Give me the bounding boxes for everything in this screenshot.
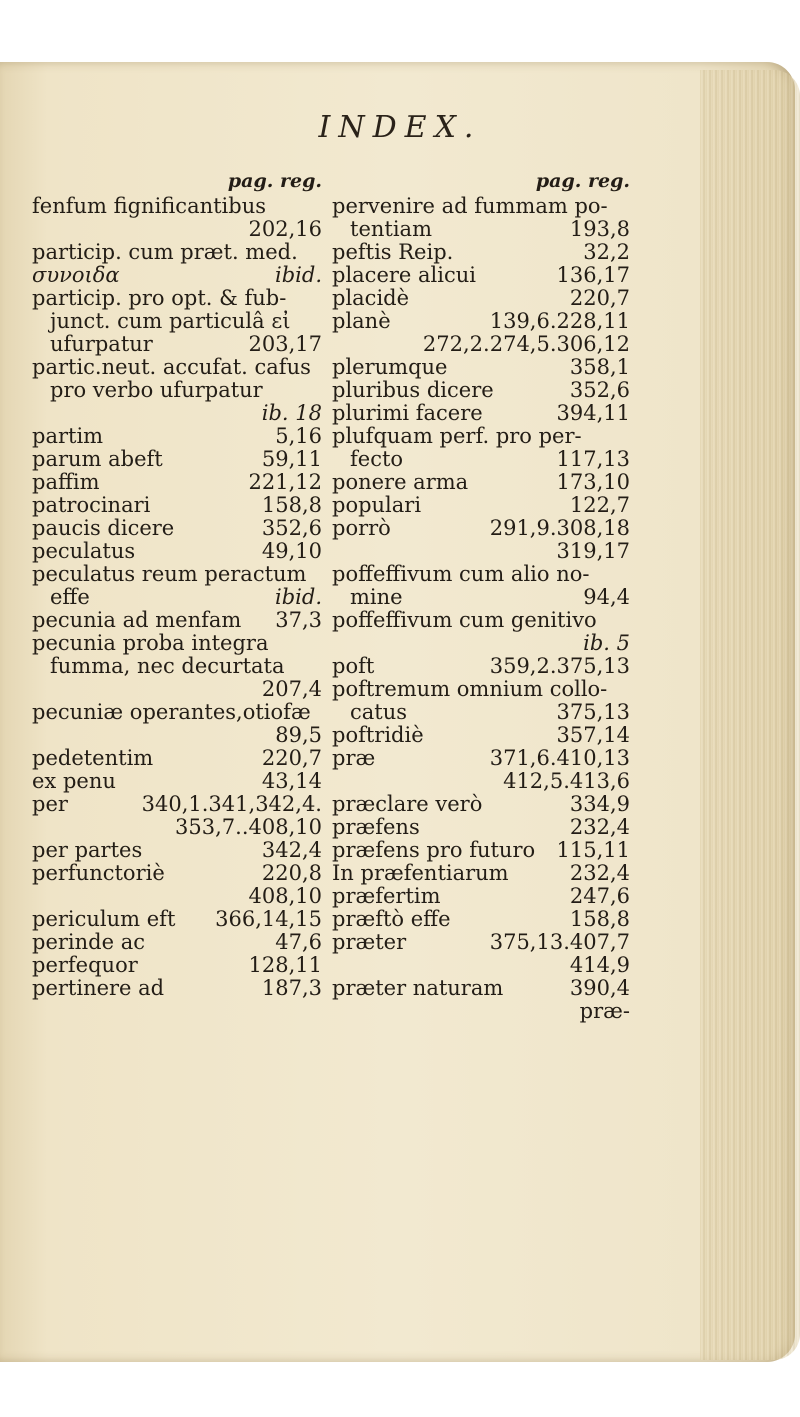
entry-line: [32, 334, 322, 357]
index-entry: [332, 656, 630, 679]
entry-line: [32, 403, 322, 426]
entry-line: [332, 725, 630, 748]
index-entry: [32, 265, 322, 288]
entry-term: præter naturam: [332, 976, 504, 1000]
entry-term: placere alicui: [332, 263, 476, 287]
entry-reference: 352,6: [261, 516, 322, 540]
entry-reference: 353,7..408,10: [175, 815, 322, 839]
index-entry: [332, 196, 630, 242]
column-heading: pag. reg.: [227, 170, 322, 192]
entry-line: [32, 702, 322, 725]
entry-line: [32, 679, 322, 702]
entry-term: catus: [350, 700, 408, 724]
entry-term: poffeffivum cum alio no-: [332, 562, 590, 586]
page-header: INDEX.: [318, 110, 482, 145]
entry-line: [32, 794, 322, 817]
entry-term: perfunctoriè: [32, 861, 165, 885]
entry-reference: 139,6.228,11: [489, 309, 630, 333]
entry-line: [32, 610, 322, 633]
entry-term: fenfum fignificantibus: [32, 194, 267, 218]
index-column-left: [32, 172, 322, 1001]
index-entry: [32, 541, 322, 564]
index-entry: [332, 932, 630, 978]
index-entry: [332, 610, 630, 656]
entry-term: planè: [332, 309, 391, 333]
entry-reference: 220,7: [569, 286, 630, 310]
entry-line: [332, 587, 630, 610]
index-entry: [32, 840, 322, 863]
entry-line: [332, 334, 630, 357]
entry-line: [32, 426, 322, 449]
entry-line: [332, 679, 630, 702]
entry-list: [32, 196, 322, 1001]
entry-line: [332, 771, 630, 794]
entry-reference: 334,9: [569, 792, 630, 816]
entry-line: [332, 610, 630, 633]
entry-line: [32, 288, 322, 311]
entry-line: [32, 656, 322, 679]
entry-reference: 366,14,15: [215, 907, 322, 931]
entry-reference: 187,3: [261, 976, 322, 1000]
entry-line: [332, 748, 630, 771]
entry-term: fumma, nec decurtata: [50, 654, 285, 678]
entry-line: [332, 426, 630, 449]
entry-reference: 220,7: [261, 746, 322, 770]
entry-line: [332, 472, 630, 495]
entry-line: [32, 817, 322, 840]
entry-reference: 357,14: [556, 723, 630, 747]
entry-term: præter: [332, 930, 407, 954]
entry-term: præfertim: [332, 884, 441, 908]
index-column-right: [332, 172, 630, 1024]
entry-term: tentiam: [350, 217, 432, 241]
entry-reference: 5,16: [275, 424, 322, 448]
entry-reference: 203,17: [248, 332, 322, 356]
entry-reference: 115,11: [556, 838, 630, 862]
entry-term: paucis dicere: [32, 516, 175, 540]
entry-line: [32, 495, 322, 518]
entry-line: [332, 242, 630, 265]
index-entry: [32, 633, 322, 702]
entry-reference: 202,16: [248, 217, 322, 241]
entry-line: [332, 265, 630, 288]
entry-line: [32, 541, 322, 564]
entry-term: per: [32, 792, 68, 816]
entry-line: [32, 840, 322, 863]
entry-term: pro verbo ufurpatur: [50, 378, 263, 402]
entry-reference: 272,2.274,5.306,12: [422, 332, 630, 356]
entry-line: [332, 955, 630, 978]
entry-line: [32, 380, 322, 403]
entry-reference: 59,11: [261, 447, 322, 471]
entry-term: particip. pro opt. & fub-: [32, 286, 287, 310]
entry-reference: 358,1: [569, 355, 630, 379]
entry-reference: 319,17: [556, 539, 630, 563]
entry-term: placidè: [332, 286, 410, 310]
entry-line: [32, 311, 322, 334]
entry-line: [332, 886, 630, 909]
entry-reference: 193,8: [569, 217, 630, 241]
entry-term: periculum eft: [32, 907, 176, 931]
entry-line: [32, 265, 322, 288]
entry-reference: 89,5: [275, 723, 322, 747]
index-entry: [32, 863, 322, 909]
entry-line: [32, 449, 322, 472]
entry-term: peftis Reip.: [332, 240, 454, 264]
entry-line: [32, 196, 322, 219]
catchword: præ-: [579, 999, 630, 1023]
entry-reference: 158,8: [261, 493, 322, 517]
entry-reference: ibid.: [275, 263, 322, 287]
entry-line: [332, 978, 630, 1001]
entry-line: [332, 311, 630, 334]
entry-line: [32, 472, 322, 495]
entry-line: [332, 541, 630, 564]
entry-term: perinde ac: [32, 930, 145, 954]
entry-term: partim: [32, 424, 104, 448]
entry-term: partic.neut. accufat. cafus: [32, 355, 311, 379]
entry-line: [332, 288, 630, 311]
page-edges: [700, 70, 800, 1360]
entry-term: peculatus reum peractum: [32, 562, 307, 586]
entry-line: [32, 587, 322, 610]
entry-reference: 340,1.341,342,4.: [141, 792, 322, 816]
entry-line: [32, 748, 322, 771]
entry-line: [332, 909, 630, 932]
entry-reference: 49,10: [261, 539, 322, 563]
index-entry: [32, 909, 322, 932]
index-entry: [332, 679, 630, 725]
entry-term: peculatus: [32, 539, 136, 563]
entry-term: pecuniæ operantes,otiofæ: [32, 700, 311, 724]
entry-term: plufquam perf. pro per-: [332, 424, 582, 448]
entry-term: pertinere ad: [32, 976, 165, 1000]
index-entry: [332, 403, 630, 426]
entry-term: In præfentiarum: [332, 861, 509, 885]
entry-reference: 37,3: [275, 608, 322, 632]
entry-reference: 291,9.308,18: [489, 516, 630, 540]
index-entry: [332, 495, 630, 518]
entry-reference: 207,4: [261, 677, 322, 701]
entry-term: perfequor: [32, 953, 138, 977]
entry-term: præfens: [332, 815, 420, 839]
entry-reference: 359,2.375,13: [489, 654, 630, 678]
index-entry: [32, 449, 322, 472]
entry-term: ufurpatur: [50, 332, 153, 356]
entry-reference: 136,17: [556, 263, 630, 287]
index-entry: [32, 242, 322, 265]
entry-reference: 43,14: [261, 769, 322, 793]
entry-reference: 390,4: [569, 976, 630, 1000]
entry-term: paffim: [32, 470, 100, 494]
index-entry: [32, 518, 322, 541]
entry-line: [32, 863, 322, 886]
entry-term: poft: [332, 654, 375, 678]
index-entry: [332, 748, 630, 794]
entry-line: [32, 978, 322, 1001]
entry-term: præftò effe: [332, 907, 451, 931]
entry-reference: 128,11: [248, 953, 322, 977]
index-entry: [332, 311, 630, 357]
entry-reference: 414,9: [569, 953, 630, 977]
entry-reference: 412,5.413,6: [503, 769, 630, 793]
entry-reference: 408,10: [248, 884, 322, 908]
index-entry: [32, 932, 322, 955]
entry-term: pluribus dicere: [332, 378, 494, 402]
entry-reference: 220,8: [261, 861, 322, 885]
entry-term: patrocinari: [32, 493, 151, 517]
entry-line: [332, 357, 630, 380]
entry-term: plerumque: [332, 355, 448, 379]
entry-reference: 221,12: [248, 470, 322, 494]
entry-line: [32, 564, 322, 587]
entry-line: [332, 564, 630, 587]
index-entry: [332, 886, 630, 909]
entry-line: [332, 403, 630, 426]
entry-line: [332, 219, 630, 242]
entry-reference: ib. 5: [583, 631, 630, 655]
entry-reference: 394,11: [556, 401, 630, 425]
index-entry: [32, 978, 322, 1001]
index-entry: [32, 495, 322, 518]
entry-line: [32, 633, 322, 656]
entry-term: plurimi facere: [332, 401, 483, 425]
entry-reference: 375,13: [556, 700, 630, 724]
index-entry: [332, 909, 630, 932]
entry-term: poftremum omnium collo-: [332, 677, 608, 701]
entry-term: junct. cum particulâ εἰ: [50, 309, 291, 333]
entry-term: effe: [50, 585, 90, 609]
entry-term: mine: [350, 585, 403, 609]
entry-term: συνοιδα: [32, 263, 120, 287]
entry-line: [332, 449, 630, 472]
index-entry: [32, 357, 322, 426]
entry-line: [332, 518, 630, 541]
entry-reference: 375,13.407,7: [489, 930, 630, 954]
entry-reference: 371,6.410,13: [489, 746, 630, 770]
entry-reference: 122,7: [569, 493, 630, 517]
entry-line: [332, 840, 630, 863]
entry-line: [332, 656, 630, 679]
index-entry: [32, 771, 322, 794]
entry-line: [332, 380, 630, 403]
entry-line: [32, 725, 322, 748]
index-entry: [332, 426, 630, 472]
index-entry: [332, 564, 630, 610]
entry-line: [332, 863, 630, 886]
catchword-row: [332, 1001, 630, 1024]
entry-line: [332, 932, 630, 955]
entry-line: [32, 219, 322, 242]
entry-reference: 117,13: [556, 447, 630, 471]
index-entry: [332, 817, 630, 840]
entry-line: [332, 794, 630, 817]
index-entry: [332, 357, 630, 380]
entry-reference: 47,6: [275, 930, 322, 954]
entry-reference: 173,10: [556, 470, 630, 494]
entry-reference: ibid.: [275, 585, 322, 609]
entry-term: præclare verò: [332, 792, 483, 816]
index-entry: [32, 748, 322, 771]
entry-line: [332, 817, 630, 840]
index-entry: [32, 955, 322, 978]
entry-term: pecunia ad menfam: [32, 608, 242, 632]
entry-reference: 352,6: [569, 378, 630, 402]
entry-line: [332, 633, 630, 656]
entry-line: [32, 518, 322, 541]
entry-line: [32, 909, 322, 932]
entry-line: [32, 242, 322, 265]
index-entry: [32, 426, 322, 449]
entry-line: [32, 771, 322, 794]
index-entry: [332, 288, 630, 311]
index-entry: [332, 840, 630, 863]
index-entry: [32, 196, 322, 242]
entry-reference: 94,4: [583, 585, 630, 609]
entry-reference: 232,4: [569, 861, 630, 885]
index-entry: [32, 794, 322, 840]
entry-reference: 158,8: [569, 907, 630, 931]
index-entry: [332, 242, 630, 265]
entry-term: pecunia proba integra: [32, 631, 269, 655]
entry-term: fecto: [350, 447, 404, 471]
index-entry: [32, 702, 322, 748]
entry-reference: 342,4: [261, 838, 322, 862]
entry-line: [332, 702, 630, 725]
entry-reference: 232,4: [569, 815, 630, 839]
entry-term: poffeffivum cum genitivo: [332, 608, 597, 632]
index-entry: [332, 472, 630, 495]
entry-reference: ib. 18: [261, 401, 322, 425]
index-entry: [32, 610, 322, 633]
entry-term: populari: [332, 493, 422, 517]
entry-term: porrò: [332, 516, 391, 540]
index-entry: [332, 380, 630, 403]
entry-term: ponere arma: [332, 470, 469, 494]
index-entry: [332, 725, 630, 748]
index-entry: [32, 288, 322, 357]
entry-term: poftridiè: [332, 723, 424, 747]
index-entry: [32, 564, 322, 610]
entry-term: præfens pro futuro: [332, 838, 536, 862]
entry-term: pedetentim: [32, 746, 154, 770]
index-entry: [32, 472, 322, 495]
index-entry: [332, 265, 630, 288]
entry-term: per partes: [32, 838, 143, 862]
entry-line: [32, 886, 322, 909]
index-entry: [332, 863, 630, 886]
entry-reference: 32,2: [583, 240, 630, 264]
entry-term: præ: [332, 746, 376, 770]
entry-list: [332, 196, 630, 1001]
index-entry: [332, 794, 630, 817]
entry-reference: 247,6: [569, 884, 630, 908]
index-entry: [332, 518, 630, 564]
entry-term: particip. cum præt. med.: [32, 240, 298, 264]
entry-line: [32, 357, 322, 380]
entry-term: pervenire ad fummam po-: [332, 194, 608, 218]
index-entry: [332, 978, 630, 1001]
entry-line: [332, 495, 630, 518]
entry-line: [32, 932, 322, 955]
entry-term: parum abeft: [32, 447, 163, 471]
entry-term: ex penu: [32, 769, 116, 793]
entry-line: [32, 955, 322, 978]
column-heading: pag. reg.: [535, 170, 630, 192]
entry-line: [332, 196, 630, 219]
